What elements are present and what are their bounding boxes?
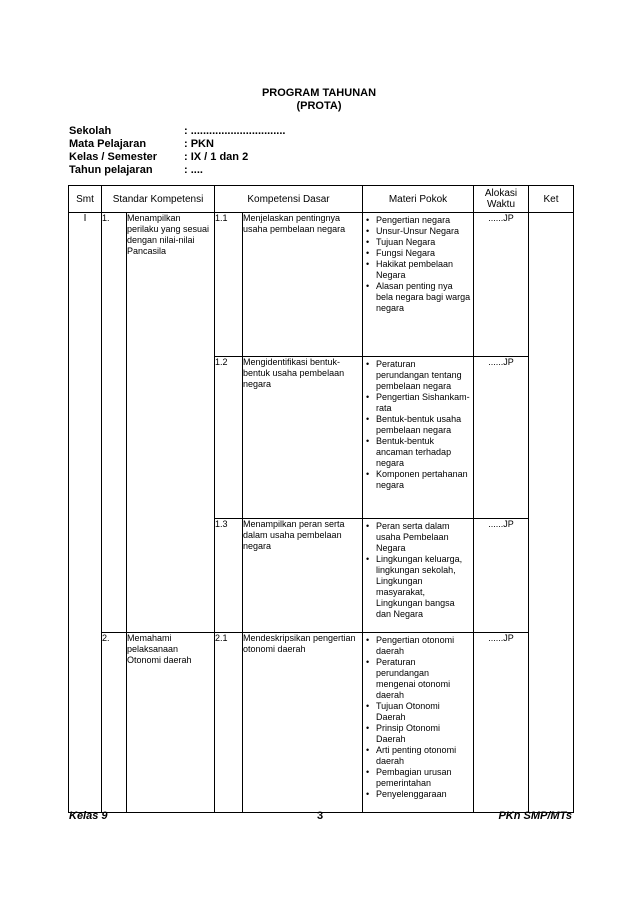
footer-subject-label: PKn SMP/MTs — [498, 810, 572, 822]
list-item: • Pengertian otonomi daerah — [365, 635, 471, 657]
kd-number: 2.1 — [215, 633, 243, 813]
info-row-mapel — [69, 138, 285, 151]
info-value: : .... — [184, 164, 203, 176]
col-header-kd: Kompetensi Dasar — [215, 186, 363, 213]
list-item: • Bentuk-bentuk ancaman terhadap negara — [365, 436, 471, 469]
info-label: Sekolah — [69, 125, 112, 137]
list-item: • Hakikat pembelaan Negara — [365, 259, 471, 281]
materi-cell — [363, 633, 474, 813]
info-row-sekolah — [69, 125, 285, 138]
col-header-smt: Smt — [69, 186, 102, 213]
info-value: : PKN — [184, 138, 214, 150]
list-item: • Lingkungan keluarga, lingkungan sekolah, Lingkungan masyarakat, Lingkungan bangsa dan Negara — [365, 554, 471, 620]
list-item: • Penyelenggaraan — [365, 789, 471, 800]
list-item: • Peran serta dalam usaha Pembelaan Negara — [365, 521, 471, 554]
list-item: • Prinsip Otonomi Daerah — [365, 723, 471, 745]
info-label: Tahun pelajaran — [69, 164, 153, 176]
materi-cell — [363, 357, 474, 519]
list-item: • Tujuan Otonomi Daerah — [365, 701, 471, 723]
list-item: • Arti penting otonomi daerah — [365, 745, 471, 767]
materi-list — [363, 213, 473, 314]
list-item: • Tujuan Negara — [365, 237, 471, 248]
info-label: Kelas / Semester — [69, 151, 158, 163]
page-title: PROGRAM TAHUNAN — [261, 87, 377, 99]
materi-cell — [363, 213, 474, 357]
smt-cell: I — [69, 213, 102, 813]
list-item: • Pengertian Sishankam-rata — [365, 392, 471, 414]
sk-text: Menampilkan perilaku yang sesuai dengan nilai-nilai Pancasila — [127, 213, 215, 633]
col-header-materi: Materi Pokok — [363, 186, 474, 213]
list-item: • Bentuk-bentuk usaha pembelaan negara — [365, 414, 471, 436]
col-header-sk: Standar Kompetensi — [102, 186, 215, 213]
materi-list — [363, 357, 473, 491]
kd-number: 1.3 — [215, 519, 243, 633]
col-header-ket: Ket — [529, 186, 574, 213]
ket-cell — [529, 213, 574, 813]
materi-list — [363, 633, 473, 800]
col-header-alokasi: Alokasi Waktu — [474, 186, 529, 213]
list-item: • Alasan penting nya bela negara bagi warga negara — [365, 281, 471, 314]
materi-list — [363, 519, 473, 620]
prota-table — [68, 185, 574, 813]
sk-number: 1. — [102, 213, 127, 633]
list-item: • Unsur-Unsur Negara — [365, 226, 471, 237]
info-label: Mata Pelajaran — [69, 138, 147, 150]
info-value: : ............................... — [184, 125, 286, 137]
kd-text: Mendeskripsikan pengertian otonomi daerah — [243, 633, 363, 813]
kd-text: Menampilkan peran serta dalam usaha pembelaan negara — [243, 519, 363, 633]
list-item: • Fungsi Negara — [365, 248, 471, 259]
alokasi-cell: ......JP — [474, 633, 529, 813]
table-row — [69, 213, 574, 357]
kd-number: 1.1 — [215, 213, 243, 357]
identity-block — [69, 125, 285, 177]
list-item: • Peraturan perundangan tentang pembelaan negara — [365, 359, 471, 392]
sk-text: Memahami pelaksanaan Otonomi daerah — [127, 633, 215, 813]
alokasi-cell: ......JP — [474, 213, 529, 357]
list-item: • Pengertian negara — [365, 215, 471, 226]
list-item: • Peraturan perundangan mengenai otonomi daerah — [365, 657, 471, 701]
list-item: • Pembagian urusan pemerintahan — [365, 767, 471, 789]
kd-number: 1.2 — [215, 357, 243, 519]
page-subtitle: (PROTA) — [296, 100, 342, 112]
sk-number: 2. — [102, 633, 127, 813]
info-row-kelas — [69, 151, 285, 164]
info-row-tahun — [69, 164, 285, 177]
info-value: : IX / 1 dan 2 — [184, 151, 249, 163]
list-item: • Komponen pertahanan negara — [365, 469, 471, 491]
alokasi-cell: ......JP — [474, 519, 529, 633]
kd-text: Mengidentifikasi bentuk-bentuk usaha pembelaan negara — [243, 357, 363, 519]
alokasi-cell: ......JP — [474, 357, 529, 519]
page-number: 3 — [316, 810, 324, 822]
footer-class-label: Kelas 9 — [69, 810, 108, 822]
materi-cell — [363, 519, 474, 633]
table-header-row — [69, 186, 574, 213]
table-row — [69, 633, 574, 813]
kd-text: Menjelaskan pentingnya usaha pembelaan negara — [243, 213, 363, 357]
